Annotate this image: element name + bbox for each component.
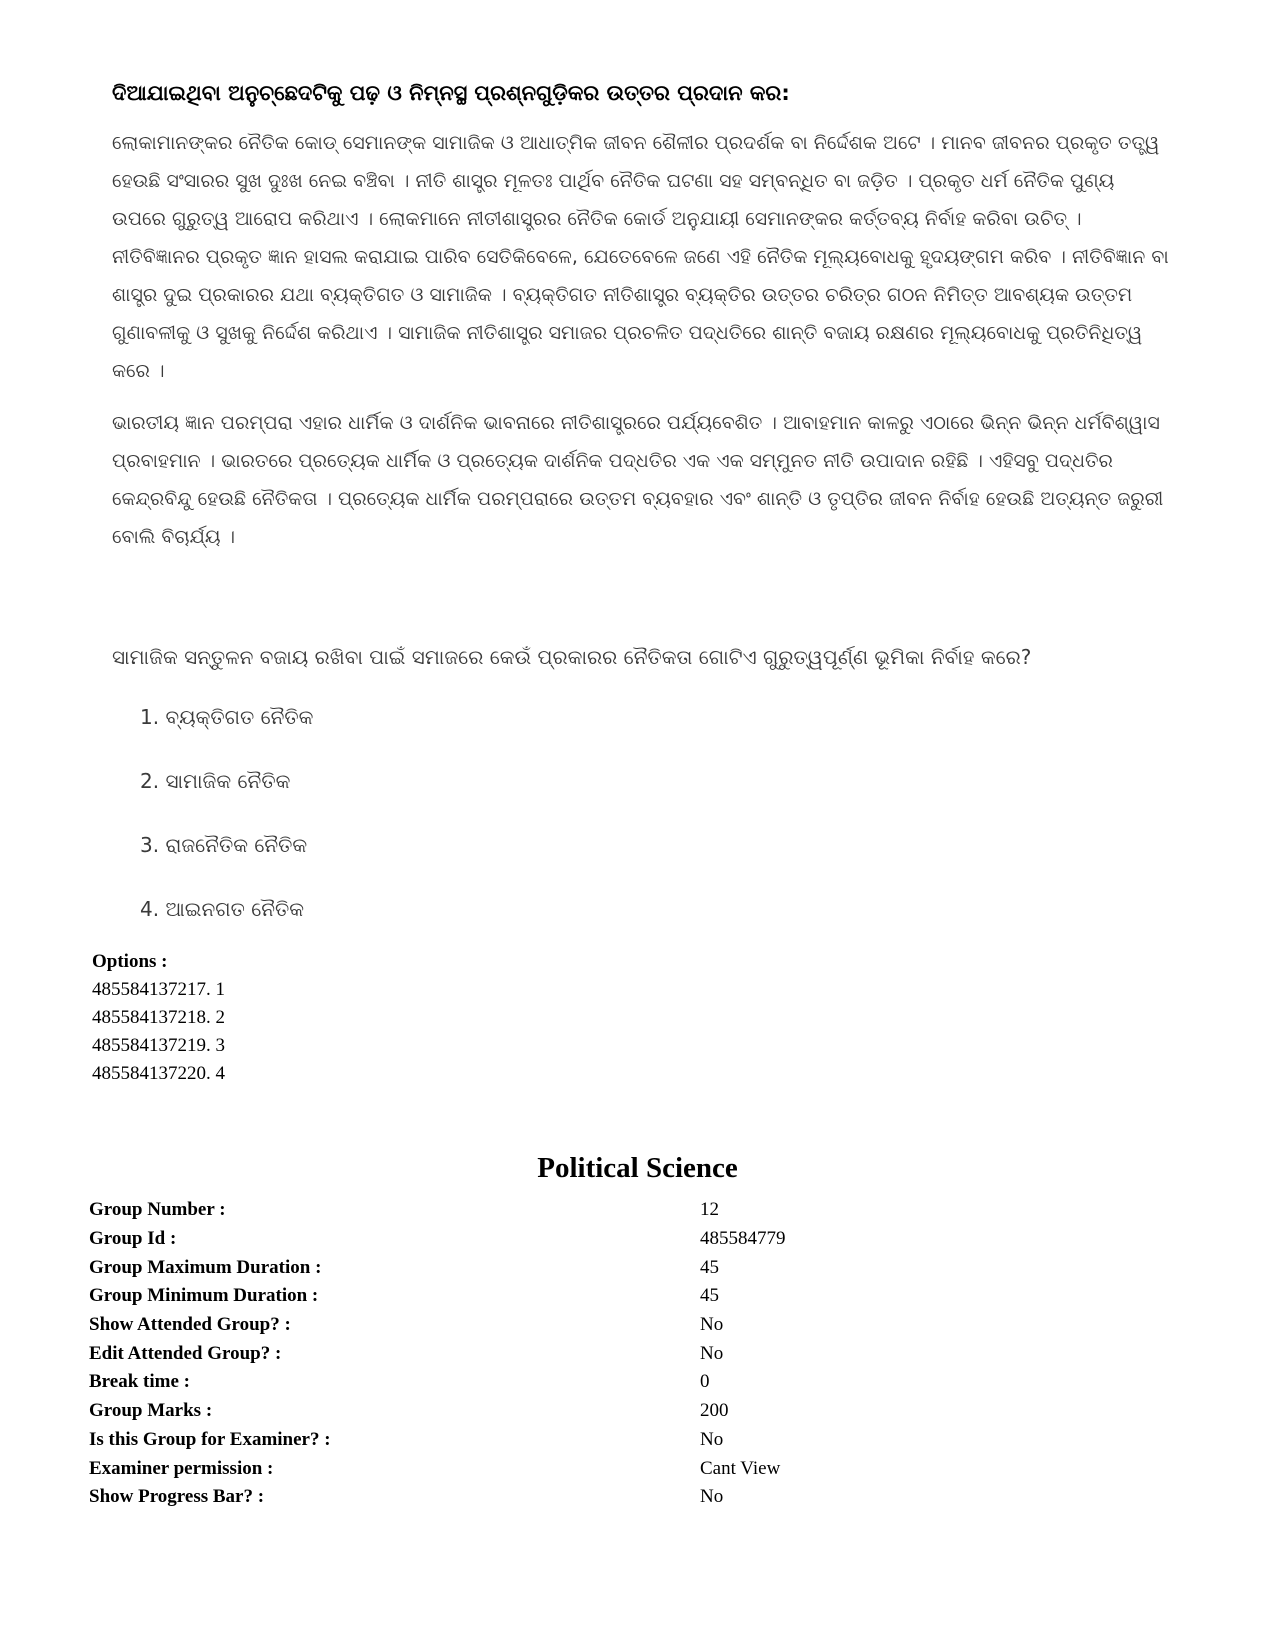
table-row xyxy=(89,1253,786,1282)
break-time-value: 0 xyxy=(700,1371,710,1393)
table-row xyxy=(89,1397,786,1426)
answer-choices xyxy=(140,700,313,956)
break-time-key: Break time : xyxy=(89,1371,190,1393)
section-title: Political Science xyxy=(537,1152,738,1184)
options-label: Options : xyxy=(92,951,168,972)
group-min-duration-key: Group Minimum Duration : xyxy=(89,1285,319,1307)
group-for-examiner-value: No xyxy=(700,1428,724,1450)
passage-block xyxy=(112,78,1172,570)
passage-paragraph-2: ଭାରତୀୟ ଜ୍ଞାନ ପରମ୍ପରା ଏହାର ଧାର୍ମିକ ଓ ଦାର୍ଶନିକ ଭାବନାରେ ନୀତିଶାସ୍ତ୍ରରେ ପର୍ଯ୍ୟବେଶିତ । ଆବାହମାନ କାଳରୁ ଏଠାରେ ଭିନ୍ନ ଭିନ୍ନ ଧର୍ମବିଶ୍ୱାସ ପ୍ରବାହମାନ । ଭାରତରେ ପ୍ରତ୍ୟେକ ଧାର୍ମିକ ଓ ପ୍ରତ୍ୟେକ ଦାର୍ଶନିକ ପଦ୍ଧତିର ଏକ ଏକ ସମ୍ମୁନତ ନୀତି ଉପାଦାନ ରହିଛି । ଏହିସବୁ ପଦ୍ଧତିର କେନ୍ଦ୍ରବିନ୍ଦୁ ହେଉଛି ନୈତିକତା । ପ୍ରତ୍ୟେକ ଧାର୍ମିକ ପରମ୍ପରାରେ ଉତ୍ତମ ବ୍ୟବହାର ଏବଂ ଶାନ୍ତି ଓ ତୃପ୍ତିର ଜୀବନ ନିର୍ବାହ ହେଉଛି ଅତ୍ୟନ୍ତ ଜରୁରୀ ବୋଲି ବିଚାର୍ଯ୍ୟ । xyxy=(112,412,1164,548)
show-attended-value: No xyxy=(700,1314,724,1336)
examiner-permission-value: Cant View xyxy=(700,1457,781,1479)
group-id-key: Group Id : xyxy=(89,1228,177,1250)
table-row xyxy=(89,1483,786,1512)
answer-choice-3: 3. ରାଜନୈତିକ ନୈତିକ xyxy=(140,833,308,857)
answer-choice-2: 2. ସାମାଜିକ ନୈତିକ xyxy=(140,769,291,793)
options-list xyxy=(92,948,225,1088)
group-max-duration-key: Group Maximum Duration : xyxy=(89,1256,322,1278)
show-progress-bar-key: Show Progress Bar? : xyxy=(89,1486,265,1508)
table-row xyxy=(89,1339,786,1368)
table-row xyxy=(89,1196,786,1225)
table-row xyxy=(89,1426,786,1455)
show-attended-key: Show Attended Group? : xyxy=(89,1314,291,1336)
question-text: ସାମାଜିକ ସନ୍ତୁଳନ ବଜାୟ ରଖିବା ପାଇଁ ସମାଜରେ କେଉଁ ପ୍ରକାରର ନୈତିକତା ଗୋଟିଏ ଗୁରୁତ୍ୱପୂର୍ଣ୍ଣ ଭୂମିକା ନିର୍ବାହ କରେ? xyxy=(112,645,1032,669)
group-number-key: Group Number : xyxy=(89,1199,226,1221)
examiner-permission-key: Examiner permission : xyxy=(89,1457,274,1479)
passage-instruction: ଦିଆଯାଇଥିବା ଅନୁଚ୍ଛେଦଟିକୁ ପଢ଼ ଓ ନିମ୍ନସ୍ଥ ପ୍ରଶ୍ନଗୁଡ଼ିକର ଉତ୍ତର ପ୍ରଦାନ କର: xyxy=(112,81,790,105)
edit-attended-key: Edit Attended Group? : xyxy=(89,1342,282,1364)
table-row xyxy=(89,1225,786,1254)
edit-attended-value: No xyxy=(700,1342,724,1364)
answer-choice-4: 4. ଆଇନଗତ ନୈତିକ xyxy=(140,897,305,921)
option-id-2: 485584137218. 2 xyxy=(92,1007,225,1028)
table-row xyxy=(89,1282,786,1311)
table-row xyxy=(89,1454,786,1483)
group-info-table xyxy=(89,1196,786,1512)
group-max-duration-value: 45 xyxy=(700,1256,719,1278)
group-marks-value: 200 xyxy=(700,1400,729,1422)
group-for-examiner-key: Is this Group for Examiner? : xyxy=(89,1428,331,1450)
group-id-value: 485584779 xyxy=(700,1228,786,1250)
option-id-1: 485584137217. 1 xyxy=(92,979,225,1000)
option-id-4: 485584137220. 4 xyxy=(92,1063,225,1084)
group-marks-key: Group Marks : xyxy=(89,1400,213,1422)
group-min-duration-value: 45 xyxy=(700,1285,719,1307)
answer-choice-1: 1. ବ୍ୟକ୍ତିଗତ ନୈତିକ xyxy=(140,705,314,729)
group-number-value: 12 xyxy=(700,1199,719,1221)
table-row xyxy=(89,1368,786,1397)
show-progress-bar-value: No xyxy=(700,1486,724,1508)
passage-paragraph-1: ଲୋକାମାନଙ୍କର ନୈତିକ କୋଡ୍ ସେମାନଙ୍କ ସାମାଜିକ ଓ ଆଧାତ୍ମିକ ଜୀବନ ଶୈଳୀର ପ୍ରଦର୍ଶକ ବା ନିର୍ଦ୍ଦେଶକ ଅଟେ । ମାନବ ଜୀବନର ପ୍ରକୃତ ତତ୍ତ୍ୱ ହେଉଛି ସଂସାରର ସୁଖ ଦୁଃଖ ନେଇ ବଞ୍ଚିବା । ନୀତି ଶାସ୍ତ୍ର ମୂଳତଃ ପାର୍ଥିବ ନୈତିକ ଘଟଣା ସହ ସମ୍ବନ୍ଧିତ ବା ଜଡ଼ିତ । ପ୍ରକୃତ ଧର୍ମ ନୈତିକ ପୁଣ୍ୟ ଉପରେ ଗୁରୁତ୍ୱ ଆରୋପ କରିଥାଏ । ଲୋକମାନେ ନୀତୀଶାସ୍ତ୍ରର ନୈତିକ କୋର୍ଡ ଅନୁଯାୟୀ ସେମାନଙ୍କର କର୍ତ୍ତବ୍ୟ ନିର୍ବାହ କରିବା ଉଚିତ୍ । ନୀତିବିଜ୍ଞାନର ପ୍ରକୃତ ଜ୍ଞାନ ହାସଲ କରାଯାଇ ପାରିବ ସେତିକିବେଳେ, ଯେତେବେଳେ ଜଣେ ଏହି ନୈତିକ ମୂଲ୍ୟବୋଧକୁ ହୃଦୟଙ୍ଗମ କରିବ । ନୀତିବିଜ୍ଞାନ ବା ଶାସ୍ତ୍ର ଦୁଇ ପ୍ରକାରର ଯଥା ବ୍ୟକ୍ତିଗତ ଓ ସାମାଜିକ । ବ୍ୟକ୍ତିଗତ ନୀତିଶାସ୍ତ୍ର ବ୍ୟକ୍ତିର ଉତ୍ତର ଚରିତ୍ର ଗଠନ ନିମିତ୍ତ ଆବଶ୍ୟକ ଉତ୍ତମ ଗୁଣାବଳୀକୁ ଓ ସୁଖକୁ ନିର୍ଦ୍ଦେଶ କରିଥାଏ । ସାମାଜିକ ନୀତିଶାସ୍ତ୍ର ସମାଜର ପ୍ରଚଳିତ ପଦ୍ଧତିରେ ଶାନ୍ତି ବଜାୟ ରକ୍ଷଣର ମୂଲ୍ୟବୋଧକୁ ପ୍ରତିନିଧିତ୍ୱ କରେ । xyxy=(112,132,1169,382)
table-row xyxy=(89,1311,786,1340)
option-id-3: 485584137219. 3 xyxy=(92,1035,225,1056)
